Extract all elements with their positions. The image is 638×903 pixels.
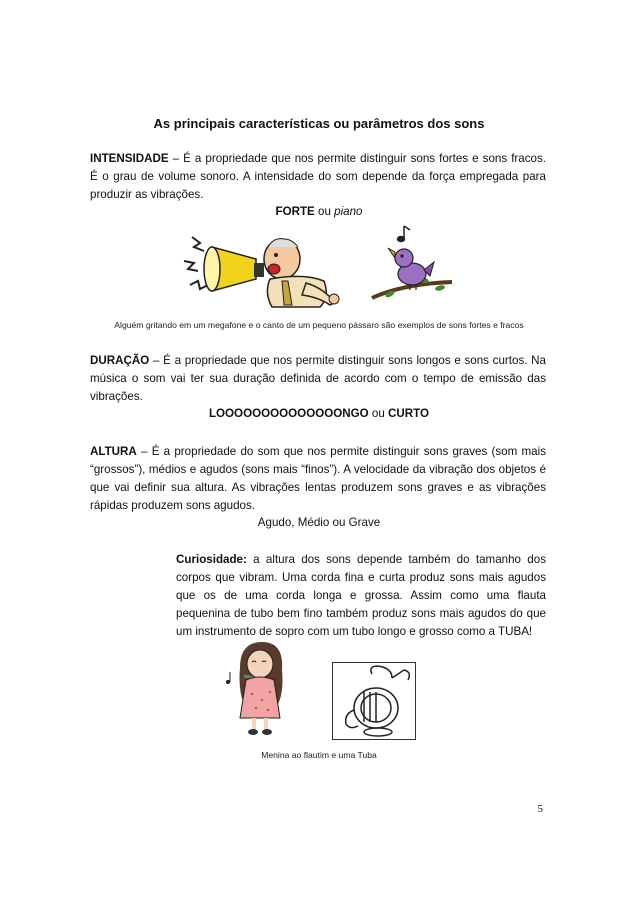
duracao-term: DURAÇÃO — [90, 354, 150, 367]
altura-paragraph — [90, 443, 546, 515]
intensidade-text: – É a propriedade que nos permite distinguir sons fortes e sons fracos. É o grau de volume sonoro. A intensidade do som depende da força empregada para produzir as vibrações. — [90, 152, 546, 201]
duracao-text: – É a propriedade que nos permite distinguir sons longos e sons curtos. Na música o som vai ter sua duração definida de acordo com o tempo de emissão das vibrações. — [90, 354, 546, 403]
curiosidade-text: a altura dos sons depende também do tamanho dos corpos que vibram. Uma corda fina e curta produz sons mais agudos que os de uma corda longa e grossa. Assim como uma flauta pequenina de tubo bem fino também produz sons mais agudos do que um instrumento de sopro com um tubo longo e grosso como a TUBA! — [176, 553, 546, 638]
page-number: 5 — [537, 803, 543, 815]
duracao-paragraph — [90, 352, 546, 406]
altura-example: Agudo, Médio ou Grave — [257, 516, 381, 529]
man-megaphone-illustration — [178, 225, 348, 310]
intensidade-term: INTENSIDADE — [90, 152, 169, 165]
intensidade-example — [0, 205, 638, 218]
example-connector: ou — [368, 407, 389, 420]
intensidade-paragraph — [90, 150, 546, 204]
page-title: As principais características ou parâmetros dos sons — [153, 116, 485, 131]
girl-flute-illustration — [222, 638, 294, 738]
example-piano: piano — [334, 205, 363, 218]
altura-text: – É a propriedade do som que nos permite distinguir sons graves (som mais “grossos”), médios e agudos (sons mais “finos”). A velocidade da vibração dos objetos é que vai definir sua altura. As vibrações lentas produzem sons graves e as vibrações rápidas produzem sons agudos. — [90, 445, 546, 512]
curiosidade-paragraph — [176, 551, 546, 641]
bird-illustration — [368, 222, 458, 304]
example-curto: CURTO — [388, 407, 430, 420]
duracao-example — [0, 407, 638, 420]
intensidade-caption: Alguém gritando em um megafone e o canto de um pequeno pássaro são exemplos de sons fortes e fracos — [114, 320, 524, 330]
example-forte: FORTE — [275, 205, 315, 218]
altura-term: ALTURA — [90, 445, 137, 458]
curiosidade-caption: Menina ao flautim e uma Tuba — [261, 750, 377, 760]
example-connector: ou — [314, 205, 335, 218]
example-longo: LOOOOOOOOOOOOOONGO — [208, 407, 369, 420]
curiosidade-term: Curiosidade: — [176, 553, 247, 566]
tuba-illustration — [332, 662, 416, 740]
